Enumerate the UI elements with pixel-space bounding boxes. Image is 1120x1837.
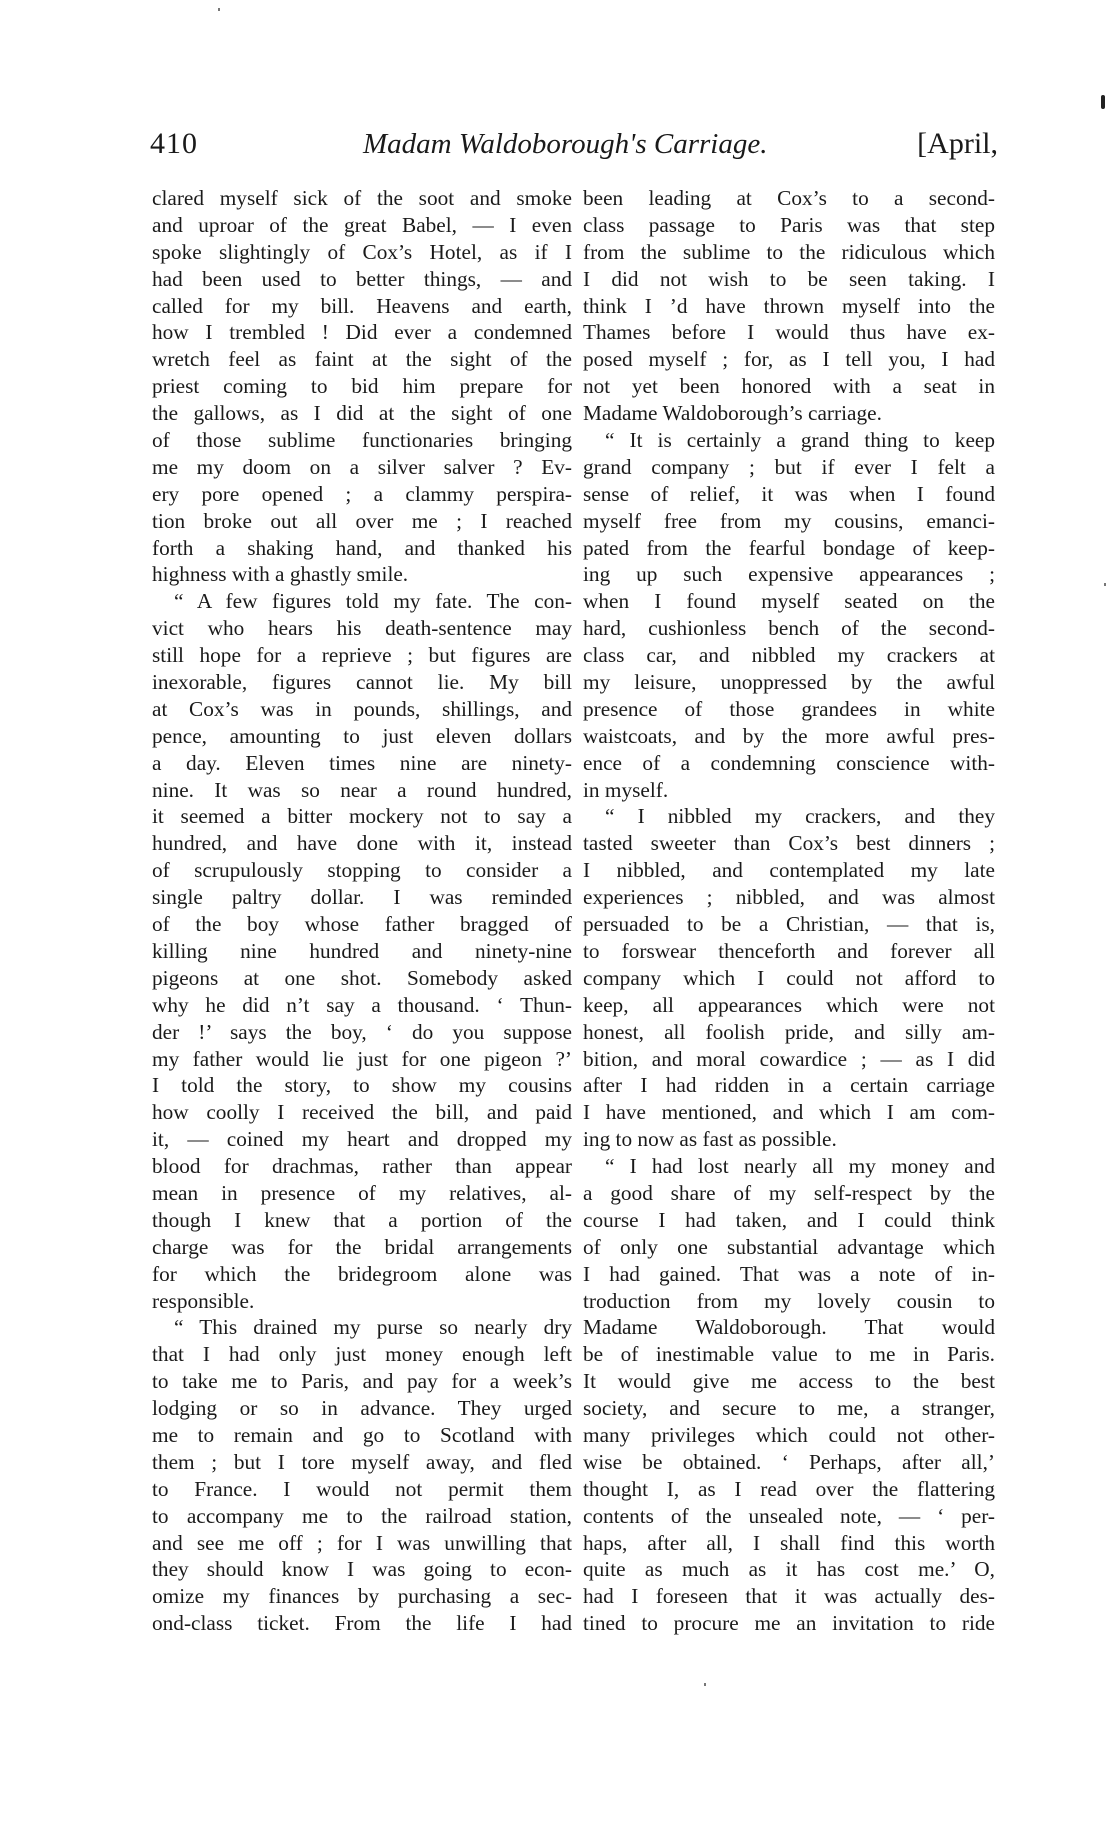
running-head — [150, 124, 998, 164]
page-number: 410 — [150, 127, 198, 160]
text-line: ery pore opened ; a clammy perspira- — [152, 481, 572, 506]
text-line: ing to now as fast as possible. — [583, 1127, 837, 1152]
text-line: of the boy whose father bragged of — [152, 912, 572, 937]
text-line: wise be obtained. ‘ Perhaps, after all,’ — [583, 1449, 995, 1474]
text-line: of scrupulously stopping to consider a — [152, 858, 572, 883]
text-line: when I found myself seated on the — [583, 589, 995, 614]
text-line: tasted sweeter than Cox’s best dinners ; — [583, 831, 995, 856]
text-line: me my doom on a silver salver ? Ev- — [152, 454, 572, 479]
text-line: had been used to better things, — and — [152, 266, 572, 291]
text-line: spoke slightingly of Cox’s Hotel, as if I — [152, 239, 572, 264]
text-line: I nibbled, and contemplated my late — [583, 858, 995, 883]
left-column — [152, 185, 572, 1637]
text-line: single paltry dollar. I was reminded — [152, 885, 572, 910]
text-line: them ; but I tore myself away, and fled — [152, 1449, 572, 1474]
text-line: clared myself sick of the soot and smoke — [152, 186, 572, 210]
text-line: to accompany me to the railroad station, — [152, 1503, 572, 1528]
text-line: hundred, and have done with it, instead — [152, 831, 572, 856]
text-line: be of inestimable value to me in Paris. — [583, 1342, 995, 1367]
text-line: me to remain and go to Scotland with — [152, 1422, 572, 1447]
text-line: hard, cushionless bench of the second- — [583, 616, 995, 641]
text-line: highness with a ghastly smile. — [152, 562, 409, 587]
text-line: grand company ; but if ever I felt a — [583, 454, 995, 479]
text-line: a good share of my self-respect by the — [583, 1180, 995, 1205]
text-line: inexorable, figures cannot lie. My bill — [152, 670, 572, 695]
text-line: called for my bill. Heavens and earth, — [152, 293, 572, 318]
text-line: of those sublime functionaries bringing — [152, 428, 572, 453]
text-line: vict who hears his death-sentence may — [152, 616, 572, 641]
text-line: my leisure, unoppressed by the awful — [583, 670, 995, 695]
text-line: haps, after all, I shall find this worth — [583, 1530, 995, 1555]
text-line: bition, and moral cowardice ; — as I did — [583, 1046, 995, 1071]
text-line: why he did n’t say a thousand. ‘ Thun- — [152, 992, 572, 1017]
text-line: and uproar of the great Babel, — I even — [152, 212, 572, 237]
text-line: had I foreseen that it was actually des- — [583, 1584, 995, 1609]
text-line: forth a shaking hand, and thanked his — [152, 535, 572, 560]
text-line: “ I had lost nearly all my money and — [605, 1154, 995, 1179]
text-line: and see me off ; for I was unwilling that — [152, 1530, 572, 1555]
text-line: killing nine hundred and ninety-nine — [152, 938, 572, 963]
text-line: honest, all foolish pride, and silly am- — [583, 1019, 995, 1044]
text-line: posed myself ; for, as I tell you, I had — [583, 347, 995, 372]
text-line: though I knew that a portion of the — [152, 1207, 572, 1232]
text-line: der !’ says the boy, ‘ do you suppose — [152, 1019, 572, 1044]
text-line: how I trembled ! Did ever a condemned — [152, 320, 572, 345]
text-line: ence of a condemning conscience with- — [583, 750, 995, 775]
text-line: keep, all appearances which were not — [583, 992, 995, 1017]
text-line: Madame Waldoborough’s carriage. — [583, 401, 882, 426]
text-line: it, — coined my heart and dropped my — [152, 1127, 572, 1152]
text-line: I did not wish to be seen taking. I — [583, 266, 995, 291]
ink-speck — [1104, 583, 1106, 586]
text-line: my father would lie just for one pigeon ?’ — [152, 1046, 572, 1071]
text-line: quite as much as it has cost me.’ O, — [583, 1557, 995, 1582]
issue-month: [April, — [917, 127, 998, 160]
text-line: ing up such expensive appearances ; — [583, 562, 995, 587]
text-line: from the sublime to the ridiculous which — [583, 239, 995, 264]
text-line: after I had ridden in a certain carriage — [583, 1073, 995, 1098]
text-line: Madame Waldoborough. That would — [583, 1315, 995, 1340]
text-line: sense of relief, it was when I found — [583, 481, 995, 506]
text-line: Thames before I would thus have ex- — [583, 320, 995, 345]
text-line: waistcoats, and by the more awful pres- — [583, 723, 995, 748]
text-line: of only one substantial advantage which — [583, 1234, 995, 1259]
text-line: to forswear thenceforth and forever all — [583, 938, 995, 963]
text-line: think I ’d have thrown myself into the — [583, 293, 995, 318]
text-line: mean in presence of my relatives, al- — [152, 1180, 572, 1205]
text-line: for which the bridegroom alone was — [152, 1261, 572, 1286]
text-line: been leading at Cox’s to a second- — [583, 186, 995, 210]
text-line: a day. Eleven times nine are ninety- — [152, 750, 572, 775]
text-line: class car, and nibbled my crackers at — [583, 643, 995, 668]
ink-speck — [218, 8, 220, 11]
text-line: omize my finances by purchasing a sec- — [152, 1584, 572, 1609]
text-line: many privileges which could not other- — [583, 1422, 995, 1447]
text-line: wretch feel as faint at the sight of the — [152, 347, 572, 372]
text-line: troduction from my lovely cousin to — [583, 1288, 995, 1313]
text-line: experiences ; nibbled, and was almost — [583, 885, 995, 910]
text-line: pated from the fearful bondage of keep- — [583, 535, 995, 560]
text-line: to take me to Paris, and pay for a week’s — [152, 1369, 572, 1394]
text-line: nine. It was so near a round hundred, — [152, 777, 572, 802]
right-column — [583, 185, 995, 1637]
text-line: “ It is certainly a grand thing to keep — [605, 428, 995, 453]
text-line: “ I nibbled my crackers, and they — [605, 804, 995, 829]
text-line: It would give me access to the best — [583, 1369, 995, 1394]
text-line: myself free from my cousins, emanci- — [583, 508, 995, 533]
text-line: pence, amounting to just eleven dollars — [152, 723, 572, 748]
running-title: Madam Waldoborough's Carriage. — [363, 128, 768, 160]
text-line: lodging or so in advance. They urged — [152, 1396, 572, 1421]
text-line: contents of the unsealed note, — ‘ per- — [583, 1503, 995, 1528]
text-line: they should know I was going to econ- — [152, 1557, 572, 1582]
text-line: “ A few figures told my fate. The con- — [174, 589, 572, 614]
text-line: society, and secure to me, a stranger, — [583, 1396, 995, 1421]
text-line: presence of those grandees in white — [583, 696, 995, 721]
text-line: tion broke out all over me ; I reached — [152, 508, 572, 533]
text-line: that I had only just money enough left — [152, 1342, 572, 1367]
ink-blot-mark — [1101, 95, 1105, 109]
text-line: charge was for the bridal arrangements — [152, 1234, 572, 1259]
text-line: I have mentioned, and which I am com- — [583, 1100, 995, 1125]
text-line: it seemed a bitter mockery not to say a — [152, 804, 572, 829]
text-line: tined to procure me an invitation to ride — [583, 1611, 995, 1636]
text-line: priest coming to bid him prepare for — [152, 374, 572, 399]
text-line: I had gained. That was a note of in- — [583, 1261, 995, 1286]
text-line: pigeons at one shot. Somebody asked — [152, 965, 572, 990]
text-line: thought I, as I read over the flattering — [583, 1476, 995, 1501]
text-line: to France. I would not permit them — [152, 1476, 572, 1501]
text-line: not yet been honored with a seat in — [583, 374, 995, 399]
text-line: in myself. — [583, 777, 669, 802]
ink-speck — [704, 1683, 706, 1686]
text-line: the gallows, as I did at the sight of one — [152, 401, 572, 426]
text-line: course I had taken, and I could think — [583, 1207, 995, 1232]
text-line: how coolly I received the bill, and paid — [152, 1100, 572, 1125]
text-line: blood for drachmas, rather than appear — [152, 1154, 572, 1179]
text-line: I told the story, to show my cousins — [152, 1073, 572, 1098]
text-line: persuaded to be a Christian, — that is, — [583, 912, 995, 937]
text-line: “ This drained my purse so nearly dry — [174, 1315, 572, 1340]
text-line: at Cox’s was in pounds, shillings, and — [152, 696, 572, 721]
text-line: company which I could not afford to — [583, 965, 995, 990]
text-line: responsible. — [152, 1288, 255, 1313]
text-line: class passage to Paris was that step — [583, 212, 995, 237]
text-line: ond-class ticket. From the life I had — [152, 1611, 572, 1636]
text-line: still hope for a reprieve ; but figures are — [152, 643, 572, 668]
